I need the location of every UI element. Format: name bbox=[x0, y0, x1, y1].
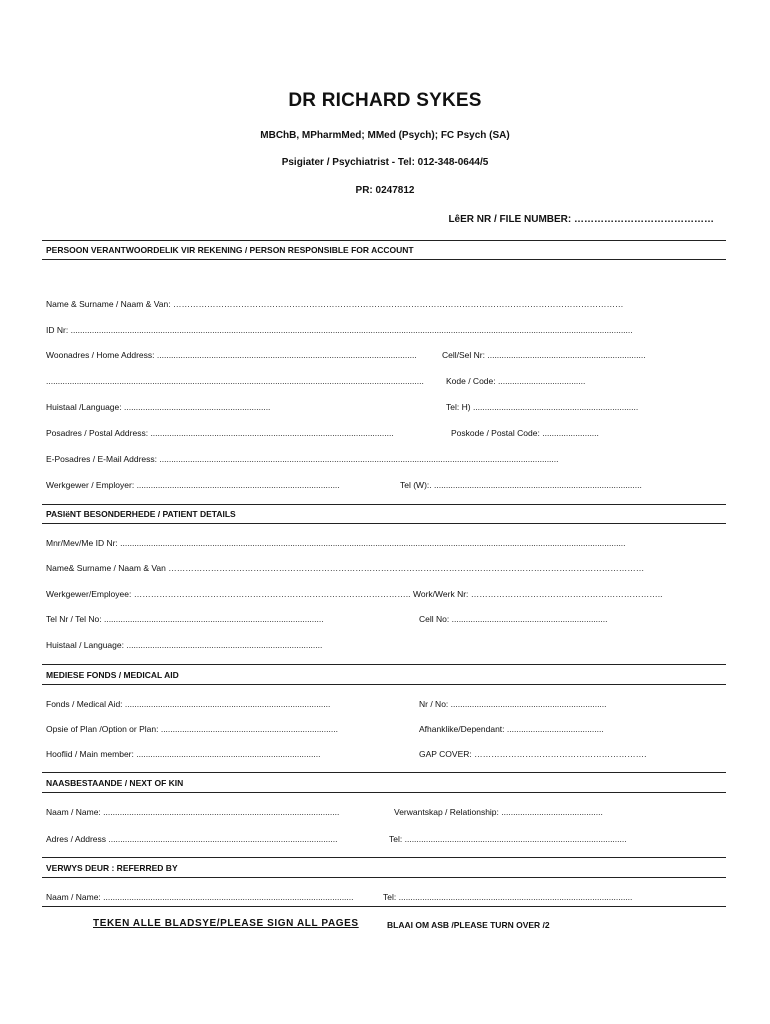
section-rule bbox=[42, 772, 726, 773]
medical-aid-number-field[interactable] bbox=[419, 699, 631, 709]
field-label: Woonadres / Home Address: bbox=[46, 350, 155, 360]
field-label: Opsie of Plan /Option or Plan: bbox=[46, 724, 159, 734]
referrer-tel-field[interactable] bbox=[383, 892, 633, 902]
kin-address-field[interactable] bbox=[46, 834, 352, 844]
field-dots: ...................................................................................... bbox=[136, 480, 340, 490]
account-address-line2-field[interactable] bbox=[46, 376, 424, 386]
field-dots: ......................................................................................................................................................................... bbox=[159, 454, 559, 464]
section-heading-medical-aid: MEDIESE FONDS / MEDICAL AID bbox=[46, 670, 179, 680]
account-email-field[interactable] bbox=[46, 454, 616, 464]
qualifications: MBChB, MPharmMed; MMed (Psych); FC Psych (SA) bbox=[260, 130, 510, 141]
field-dots: …………………………………………………………………………………………………………………………………………………… bbox=[168, 563, 645, 573]
turn-over-notice: BLAAI OM ASB /PLEASE TURN OVER /2 bbox=[387, 920, 550, 930]
patient-tel-field[interactable] bbox=[46, 614, 362, 624]
medical-aid-dependant-field[interactable] bbox=[419, 724, 635, 734]
field-dots: ...................................................................................................................................................................................................................... bbox=[120, 538, 626, 548]
field-label: Verwantskap / Relationship: bbox=[394, 807, 499, 817]
patient-employee-field[interactable] bbox=[46, 589, 411, 599]
field-dots: .............................................................. bbox=[124, 402, 271, 412]
field-label: Afhanklike/Dependant: bbox=[419, 724, 505, 734]
section-rule bbox=[42, 523, 726, 524]
kin-name-field[interactable] bbox=[46, 807, 350, 817]
field-dots: .............................................................................................. bbox=[404, 834, 627, 844]
patient-id-field[interactable] bbox=[46, 538, 670, 548]
kin-tel-field[interactable] bbox=[389, 834, 653, 844]
account-tel-work-field[interactable] bbox=[400, 480, 644, 490]
account-code-field[interactable] bbox=[446, 376, 602, 386]
account-postal-address-field[interactable] bbox=[46, 428, 432, 438]
field-label: Name & Surname / Naam & Van: bbox=[46, 299, 171, 309]
account-postal-code-field[interactable] bbox=[451, 428, 621, 438]
field-dots: .............................................................................................................................................................................................................................................. bbox=[70, 325, 633, 335]
field-label: Work/Werk Nr: bbox=[413, 589, 469, 599]
field-dots: ………………………………………………………….. bbox=[470, 589, 663, 599]
field-label: Huistaal /Language: bbox=[46, 402, 122, 412]
section-rule bbox=[42, 906, 726, 907]
field-dots: …………………………………………………………………………………….. bbox=[133, 589, 411, 599]
field-dots: .................................................................. bbox=[451, 614, 608, 624]
field-dots: ...................................................................... bbox=[472, 402, 639, 412]
field-label: Tel: H) bbox=[446, 402, 471, 412]
medical-aid-main-member-field[interactable] bbox=[46, 749, 366, 759]
field-label: Naam / Name: bbox=[46, 892, 101, 902]
field-label: Tel (W):. bbox=[400, 480, 432, 490]
account-home-address-field[interactable] bbox=[46, 350, 422, 360]
field-label: Cell No: bbox=[419, 614, 450, 624]
field-dots: ................................................................................................... bbox=[398, 892, 633, 902]
field-dots: …………………………………………………………………………………………………………………………………………… bbox=[172, 299, 624, 309]
field-label: Werkgewer/Employee: bbox=[46, 589, 132, 599]
section-heading-account: PERSOON VERANTWOORDELIK VIR REKENING / PERSON RESPONSIBLE FOR ACCOUNT bbox=[46, 245, 414, 255]
field-label: Tel: bbox=[389, 834, 403, 844]
field-label: Poskode / Postal Code: bbox=[451, 428, 540, 438]
field-dots: ....................................................................................................... bbox=[150, 428, 394, 438]
field-dots: .............................................................................................................. bbox=[156, 350, 417, 360]
field-label: Tel Nr / Tel No: bbox=[46, 614, 102, 624]
account-cell-field[interactable] bbox=[442, 350, 664, 360]
account-name-field[interactable] bbox=[46, 299, 626, 309]
section-rule bbox=[42, 684, 726, 685]
contact-line: Psigiater / Psychiatrist - Tel: 012-348-0644/5 bbox=[281, 157, 489, 168]
patient-name-field[interactable] bbox=[46, 563, 672, 573]
field-label: Adres / Address bbox=[46, 834, 107, 844]
patient-cell-field[interactable] bbox=[419, 614, 631, 624]
patient-language-field[interactable] bbox=[46, 640, 362, 650]
field-dots: .............................................................................. bbox=[136, 749, 321, 759]
section-rule bbox=[42, 857, 726, 858]
practice-number: PR: 0247812 bbox=[355, 185, 415, 196]
account-tel-home-field[interactable] bbox=[446, 402, 658, 412]
medical-aid-fund-field[interactable] bbox=[46, 699, 362, 709]
medical-aid-plan-field[interactable] bbox=[46, 724, 362, 734]
field-label: GAP COVER: bbox=[419, 749, 472, 759]
field-dots: ..................................... bbox=[498, 376, 586, 386]
field-dots: ................................................................................................. bbox=[108, 834, 338, 844]
field-label: Fonds / Medical Aid: bbox=[46, 699, 123, 709]
field-dots: ............................................................................................. bbox=[103, 614, 324, 624]
field-label: Huistaal / Language: bbox=[46, 640, 124, 650]
field-dots: ........................................... bbox=[501, 807, 603, 817]
field-dots: ................................................................... bbox=[487, 350, 646, 360]
patient-work-tel-field[interactable] bbox=[413, 589, 663, 599]
field-label: Name& Surname / Naam & Van bbox=[46, 563, 166, 573]
section-rule bbox=[42, 792, 726, 793]
field-dots: ........................................................................... bbox=[160, 724, 338, 734]
field-dots: ........................ bbox=[542, 428, 599, 438]
section-rule bbox=[42, 664, 726, 665]
field-label: Tel: bbox=[383, 892, 397, 902]
field-label: Kode / Code: bbox=[446, 376, 496, 386]
file-number-field[interactable]: LêER NR / FILE NUMBER: …………………………………… bbox=[448, 214, 714, 225]
doctor-name: DR RICHARD SYKES bbox=[288, 90, 482, 111]
field-dots: ....................................................................................... bbox=[124, 699, 331, 709]
field-label: Werkgewer / Employer: bbox=[46, 480, 135, 490]
field-label: Naam / Name: bbox=[46, 807, 101, 817]
referrer-name-field[interactable] bbox=[46, 892, 362, 902]
section-heading-referred-by: VERWYS DEUR : REFERRED BY bbox=[46, 863, 178, 873]
field-label: Posadres / Postal Address: bbox=[46, 428, 149, 438]
section-rule bbox=[42, 504, 726, 505]
sign-all-pages-notice: TEKEN ALLE BLADSYE/PLEASE SIGN ALL PAGES bbox=[93, 918, 359, 929]
field-dots: .......................................................................................................... bbox=[103, 892, 354, 902]
field-label: Cell/Sel Nr: bbox=[442, 350, 485, 360]
medical-aid-gap-cover-field[interactable] bbox=[419, 749, 647, 759]
account-employer-field[interactable] bbox=[46, 480, 362, 490]
field-label: Mnr/Mev/Me ID Nr: bbox=[46, 538, 118, 548]
account-language-field[interactable] bbox=[46, 402, 302, 412]
field-dots: .................................................................................................... bbox=[103, 807, 340, 817]
field-label: E-Posadres / E-Mail Address: bbox=[46, 454, 158, 464]
kin-relationship-field[interactable] bbox=[394, 807, 646, 817]
field-label: ID Nr: bbox=[46, 325, 69, 335]
account-id-field[interactable] bbox=[46, 325, 633, 335]
field-dots: .................................................................. bbox=[450, 699, 607, 709]
field-dots: ................................................................................................................................................................ bbox=[46, 376, 424, 386]
section-rule bbox=[42, 240, 726, 241]
section-heading-patient: PASIëNT BESONDERHEDE / PATIENT DETAILS bbox=[46, 509, 236, 519]
field-label: Hooflid / Main member: bbox=[46, 749, 134, 759]
field-label: Nr / No: bbox=[419, 699, 449, 709]
section-rule bbox=[42, 259, 726, 260]
section-rule bbox=[42, 877, 726, 878]
field-dots: ......................................... bbox=[506, 724, 604, 734]
field-dots: ................................................................................... bbox=[126, 640, 323, 650]
field-dots: ........................................................................................ bbox=[434, 480, 642, 490]
field-dots: ……………………………………………………. bbox=[474, 749, 647, 759]
section-heading-next-of-kin: NAASBESTAANDE / NEXT OF KIN bbox=[46, 778, 184, 788]
